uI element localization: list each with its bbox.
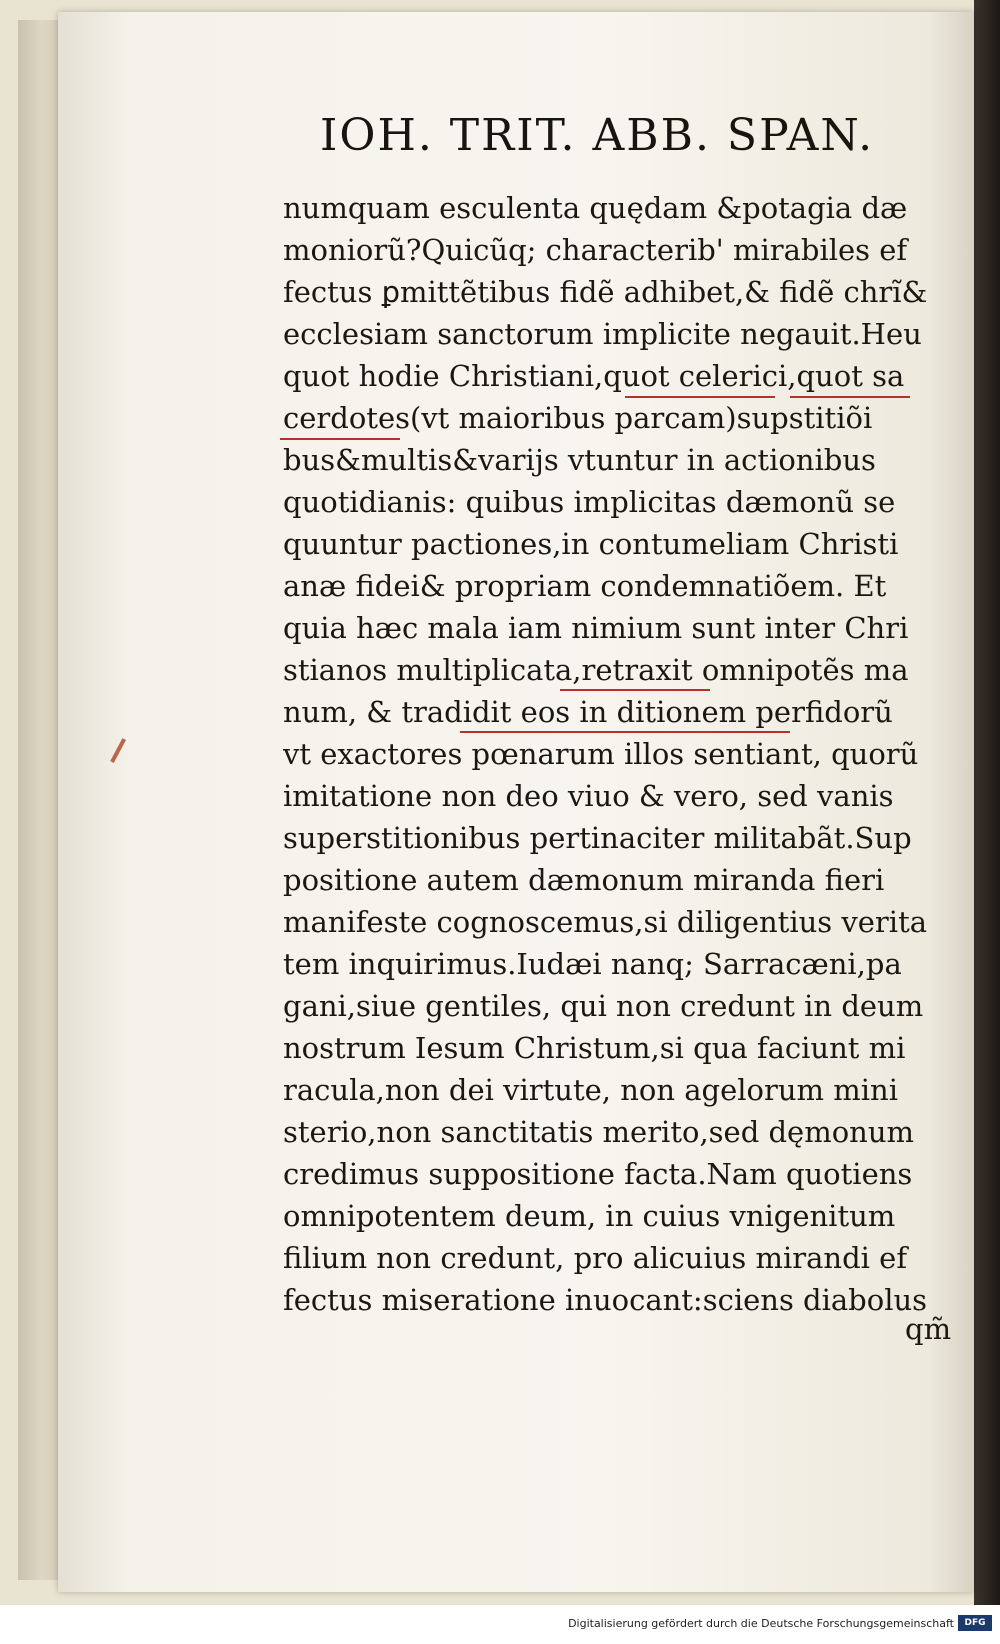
text-line: sterio,non sanctitatis merito,sed dęmonum xyxy=(283,1115,915,1149)
text-line: moniorũ?Quicũq; characterib' mirabiles ef xyxy=(283,233,908,267)
running-head: IOH. TRIT. ABB. SPAN. xyxy=(320,110,875,161)
book-spine-right xyxy=(974,0,1000,1605)
text-line: filium non credunt, pro alicuius mirandi ef xyxy=(283,1241,908,1275)
manuscript-underline xyxy=(460,731,790,733)
text-line: superstitionibus pertinaciter militabãt.Sup xyxy=(283,821,912,855)
text-line: quotidianis: quibus implicitas dæmonũ se xyxy=(283,485,896,519)
text-line: numquam esculenta quędam &potagia dæ xyxy=(283,191,908,225)
text-line: num, & tradidit eos in ditionem perfidorũ xyxy=(283,695,893,729)
text-line: bus&multis&varijs vtuntur in actionibus xyxy=(283,443,876,477)
text-line: racula,non dei virtute, non agelorum mini xyxy=(283,1073,898,1107)
manuscript-underline xyxy=(625,396,775,398)
text-line: nostrum Iesum Christum,si qua faciunt mi xyxy=(283,1031,906,1065)
footer xyxy=(0,1605,1000,1644)
text-line: vt exactores pœnarum illos sentiant, quorũ xyxy=(283,737,919,771)
catchword: qm̃ xyxy=(905,1312,952,1346)
text-line: quia hæc mala iam nimium sunt inter Chri xyxy=(283,611,909,645)
text-line: stianos multiplicata,retraxit omnipotẽs ma xyxy=(283,653,909,687)
text-line: quot hodie Christiani,quot celerici,quot sa xyxy=(283,359,905,393)
text-line: gani,siue gentiles, qui non credunt in deum xyxy=(283,989,924,1023)
text-line: quuntur pactiones,in contumeliam Christi xyxy=(283,527,899,561)
manuscript-underline xyxy=(560,689,710,691)
dfg-logo: DFG xyxy=(958,1615,992,1631)
text-line: fectus ꝑmittẽtibus fidẽ adhibet,& fidẽ chrĩ& xyxy=(283,275,928,309)
text-line: tem inquirimus.Iudæi nanq; Sarracæni,pa xyxy=(283,947,902,981)
funding-credit: Digitalisierung gefördert durch die Deutsche Forschungsgemeinschaft xyxy=(568,1617,954,1630)
text-block xyxy=(283,187,955,1321)
text-line: manifeste cognoscemus,si diligentius verita xyxy=(283,905,928,939)
text-line: omnipotentem deum, in cuius vnigenitum xyxy=(283,1199,896,1233)
text-line: imitatione non deo viuo & vero, sed vanis xyxy=(283,779,894,813)
text-line: credimus suppositione facta.Nam quotiens xyxy=(283,1157,913,1191)
text-line: positione autem dæmonum miranda fieri xyxy=(283,863,885,897)
text-line: anæ fidei& propriam condemnatiõem. Et xyxy=(283,569,887,603)
manuscript-underline xyxy=(280,438,400,440)
text-line: ecclesiam sanctorum implicite negauit.Heu xyxy=(283,317,922,351)
text-line: fectus miseratione inuocant:sciens diabolus xyxy=(283,1283,928,1317)
manuscript-underline xyxy=(790,396,910,398)
text-line: cerdotes(vt maioribus parcam)supstitiõi xyxy=(283,401,873,435)
